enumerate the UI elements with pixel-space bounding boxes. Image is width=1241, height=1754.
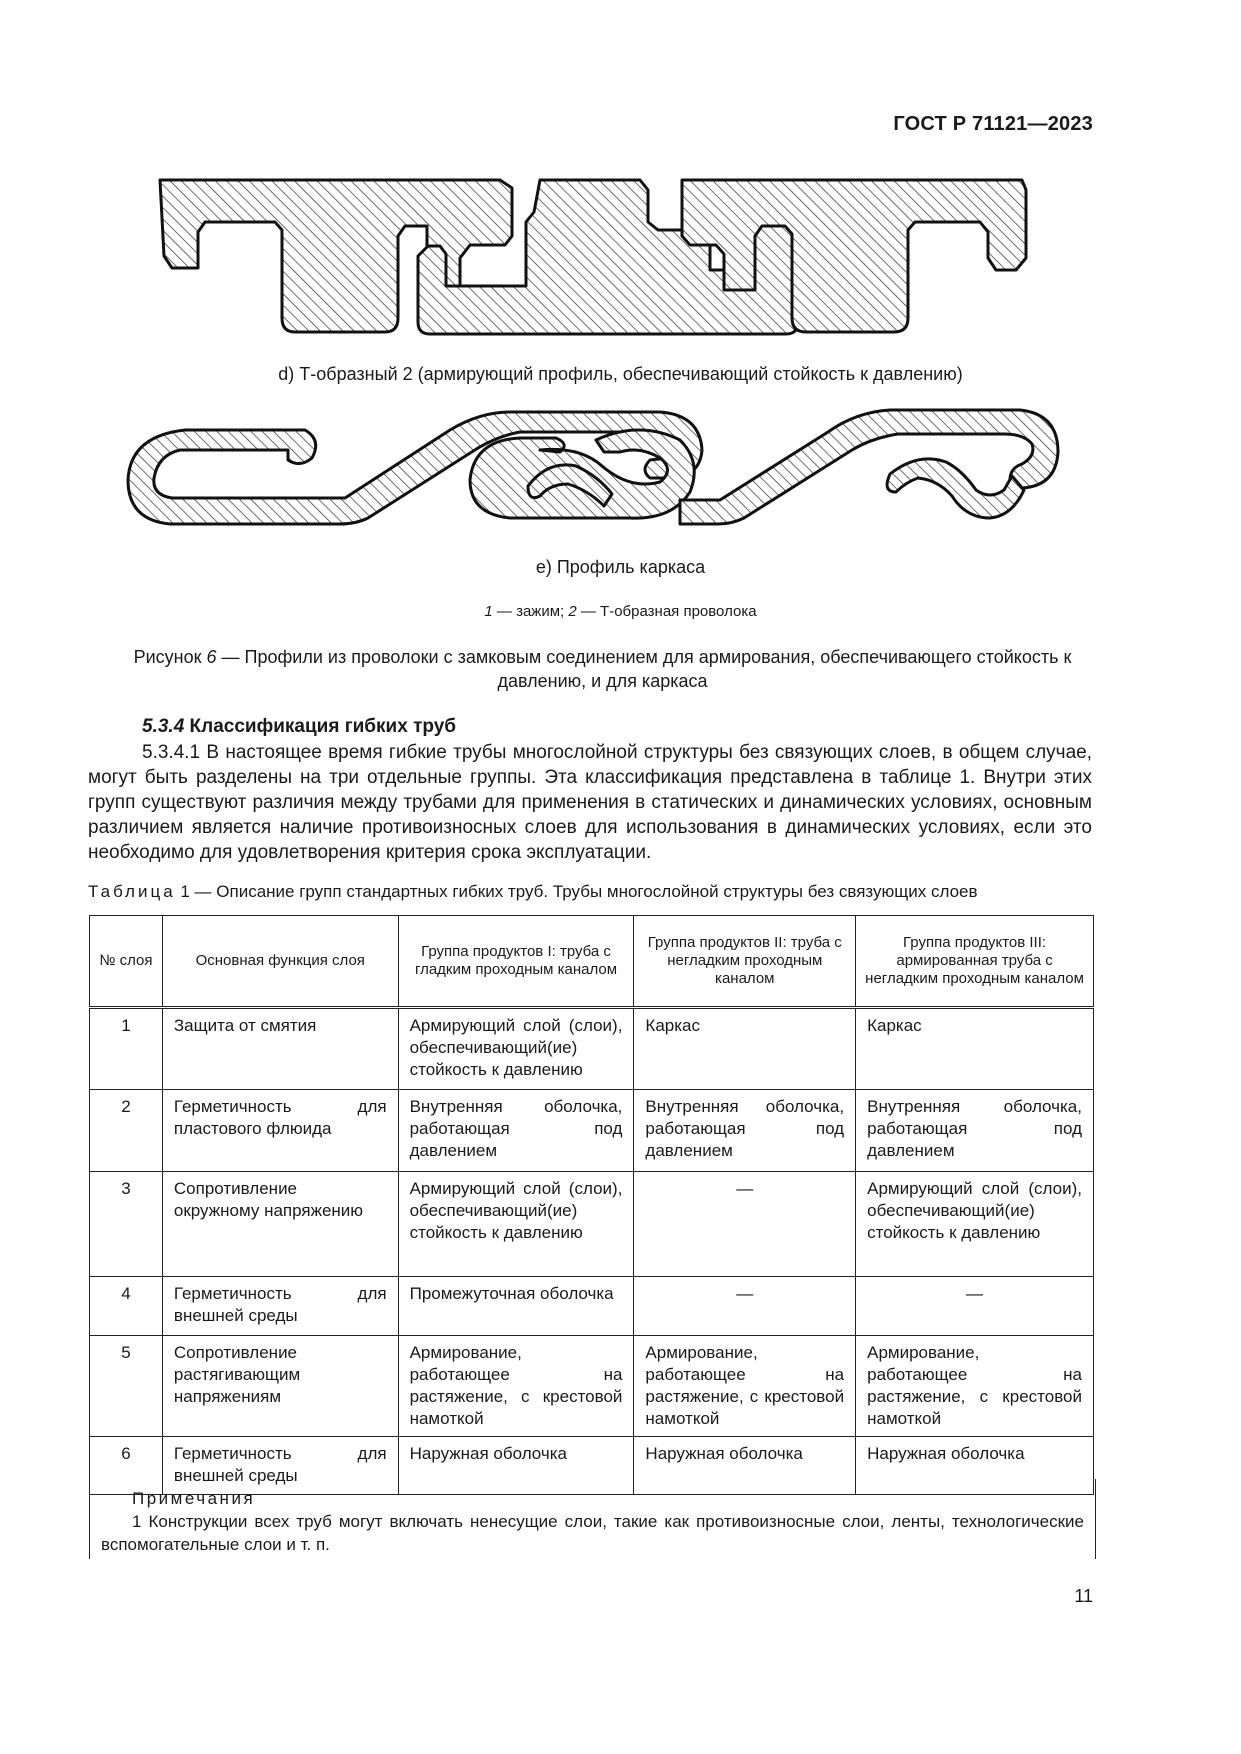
paragraph-text: 5.3.4.1 В настоящее время гибкие трубы многослойной структуры без связующих слоев, в общем случае, могут быть разделены на три отдельные группы. Эта классификация представлена в таблице 1. Внутри этих групп существуют различия между трубами для применения в статических и динамических условиях, основным различием является наличие противоизносных слоев для использования в динамических условиях, если это необходимо для удовлетворения критерия срока эксплуатации. [88, 742, 1092, 863]
cell-group-1: Армирующий слой (слои), обеспечивающий(ие) стойкость к давлению [398, 1172, 634, 1277]
cell-function: Сопротивление растягивающим напряжениям [162, 1336, 398, 1437]
cell-group-3: — [856, 1277, 1094, 1336]
table-row [90, 1336, 1094, 1437]
cell-group-2: Армирование, работающее на растяжение, с крестовой намоткой [634, 1336, 856, 1437]
cell-group-3: Наружная оболочка [856, 1437, 1094, 1495]
table-caption-label: Таблица [88, 882, 176, 901]
frame-profile-right-tail [887, 459, 1024, 518]
cell-number: 4 [90, 1277, 163, 1336]
cell-function: Герметичность для внешней среды [162, 1277, 398, 1336]
legend-text-1: — зажим; [492, 603, 569, 620]
header-group-1: Группа продуктов I: труба с гладким проходным каналом [398, 916, 634, 1008]
notes-heading: Примечания [132, 1489, 256, 1508]
figure-title-prefix: Рисунок [133, 647, 207, 667]
cell-group-3: Каркас [856, 1008, 1094, 1090]
cell-group-1: Армирование, работающее на растяжение, с крестовой намоткой [398, 1336, 634, 1437]
legend-number-2: 2 [568, 603, 577, 620]
page-number: 11 [1074, 1586, 1093, 1606]
table-notes [89, 1479, 1096, 1559]
table-caption-text: 1 — Описание групп стандартных гибких труб. Трубы многослойной структуры без связующих слоев [175, 882, 978, 901]
cell-group-2: — [634, 1277, 856, 1336]
cell-number: 6 [90, 1437, 163, 1495]
cell-function: Сопротивление окружному напряжению [162, 1172, 398, 1277]
section-heading [142, 716, 456, 738]
cell-group-3: Внутренняя оболочка, работающая под давлением [856, 1090, 1094, 1172]
section-number: 5.3.4 [142, 716, 185, 737]
figure-legend [0, 603, 1241, 620]
section-title: Классификация гибких труб [184, 716, 457, 737]
figure-title [95, 645, 1110, 693]
cell-group-1: Промежуточная оболочка [398, 1277, 634, 1336]
cell-number: 1 [90, 1008, 163, 1090]
figure-caption-d: d) Т-образный 2 (армирующий профиль, обеспечивающий стойкость к давлению) [278, 364, 963, 384]
cell-number: 3 [90, 1172, 163, 1277]
table-caption [88, 882, 978, 902]
table-row [90, 1277, 1094, 1336]
layers-table [89, 915, 1094, 1495]
section-paragraph [88, 740, 1092, 865]
figure-drawings [0, 0, 1241, 620]
cell-function: Герметичность для пластового флюида [162, 1090, 398, 1172]
document-header: ГОСТ Р 71121—2023 [893, 113, 1093, 135]
cell-function: Защита от смятия [162, 1008, 398, 1090]
cell-group-2: — [634, 1172, 856, 1277]
header-layer-number: № слоя [90, 916, 163, 1008]
cell-group-2: Каркас [634, 1008, 856, 1090]
figure-title-text: — Профили из проволоки с замковым соединением для армирования, обеспечивающего стойкость к давлению, и для каркаса [216, 647, 1072, 691]
frame-profile-drawing [128, 410, 1058, 524]
cell-group-3: Армирующий слой (слои), обеспечивающий(ие) стойкость к давлению [856, 1172, 1094, 1277]
cell-number: 2 [90, 1090, 163, 1172]
cell-group-1: Внутренняя оболочка, работающая под давлением [398, 1090, 634, 1172]
cell-group-2: Наружная оболочка [634, 1437, 856, 1495]
cell-number: 5 [90, 1336, 163, 1437]
table-header-row [90, 916, 1094, 1008]
legend-text-2: — Т-образная проволока [576, 603, 757, 620]
header-group-2: Группа продуктов II: труба с негладким проходным каналом [634, 916, 856, 1008]
figure-caption-e: е) Профиль каркаса [535, 557, 706, 577]
header-layer-function: Основная функция слоя [162, 916, 398, 1008]
cell-group-3: Армирование, работающее на растяжение, с крестовой намоткой [856, 1336, 1094, 1437]
t-profile-drawing [160, 180, 1026, 334]
figure-title-number: 6 [206, 647, 217, 667]
table-row [90, 1008, 1094, 1090]
cell-function: Герметичность для внешней среды [162, 1437, 398, 1495]
note-1: 1 Конструкции всех труб могут включать ненесущие слои, такие как противоизносные слои, ленты, технологические вспомогательные слои и т. п. [101, 1512, 1084, 1554]
cell-group-1: Армирующий слой (слои), обеспечивающий(ие) стойкость к давлению [398, 1008, 634, 1090]
legend-number-1: 1 [484, 603, 493, 620]
table-row [90, 1172, 1094, 1277]
header-group-3: Группа продуктов III: армированная труба с негладким проходным каналом [856, 916, 1094, 1008]
table-row [90, 1090, 1094, 1172]
cell-group-2: Внутренняя оболочка, работающая под давлением [634, 1090, 856, 1172]
cell-group-1: Наружная оболочка [398, 1437, 634, 1495]
